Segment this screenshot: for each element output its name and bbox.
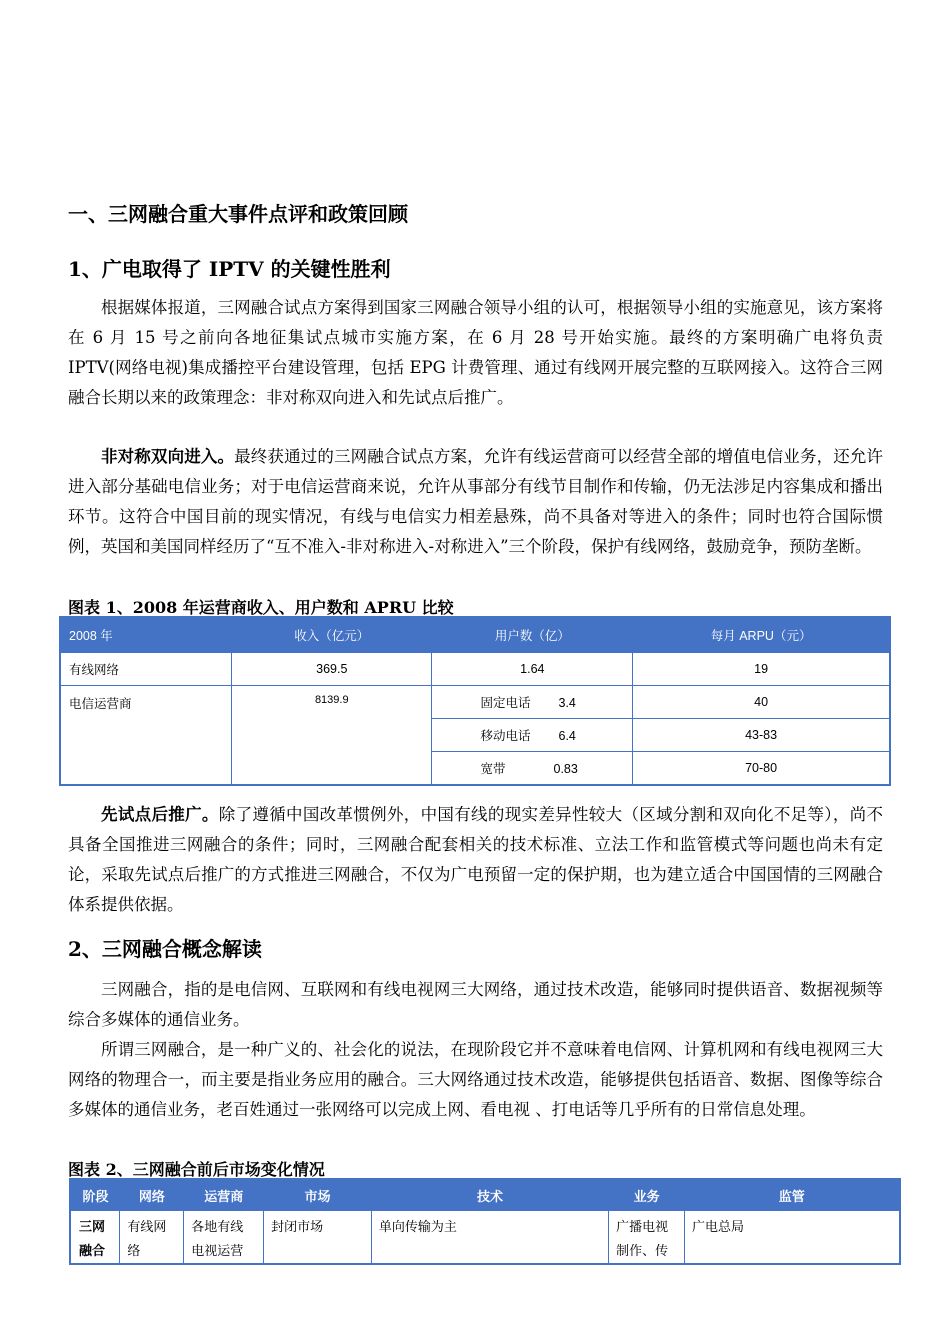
sub-value: 6.4 bbox=[558, 729, 576, 743]
cell-arpu: 19 bbox=[633, 653, 890, 686]
paragraph-2 bbox=[68, 442, 883, 562]
header-regulator: 监管 bbox=[685, 1179, 900, 1211]
paragraph-3 bbox=[68, 800, 883, 920]
cell-users-sub bbox=[432, 686, 633, 719]
table-market-change bbox=[69, 1178, 901, 1265]
cell-users-sub bbox=[432, 719, 633, 752]
header-year: 2008 年 bbox=[60, 617, 232, 653]
cell-revenue: 8139.9 bbox=[232, 686, 432, 786]
cell-business-text: 广播电视制作、传 bbox=[616, 1219, 669, 1258]
table-row bbox=[60, 653, 890, 686]
cell-arpu: 43-83 bbox=[633, 719, 890, 752]
figure-caption-2: 图表 2、三网融合前后市场变化情况 bbox=[68, 1160, 325, 1179]
sub-label: 移动电话 bbox=[480, 729, 531, 743]
cell-market-text: 封闭市场 bbox=[271, 1219, 324, 1234]
paragraph-2-body: 最终获通过的三网融合试点方案，允许有线运营商可以经营全部的增值电信业务，还允许进入部分基础电信业务；对于电信运营商来说，允许从事部分有线节目制作和传输，仍无法涉足内容集成和播出环节。这符合中国目前的现实情况，有线与电信实力相差悬殊，尚不具备对等进入的条件；同时也符合国际惯例，英国和美国同样经历了“互不准入-非对称进入-对称进入”三个阶段，保护有线网络，鼓励竞争，预防垄断。 bbox=[68, 447, 884, 556]
cell-arpu: 40 bbox=[633, 686, 890, 719]
cell-network bbox=[120, 1211, 184, 1265]
paragraph-5: 所谓三网融合，是一种广义的、社会化的说法，在现阶段它并不意味着电信网、计算机网和有线电视网三大网络的物理合一，而主要是指业务应用的融合。三大网络通过技术改造，能够提供包括语音、数据、图像等综合多媒体的通信业务，老百姓通过一张网络可以完成上网、看电视 、打电话等几乎所有的日常信息处理。 bbox=[68, 1040, 883, 1119]
cell-regulator bbox=[685, 1211, 900, 1265]
table-row bbox=[70, 1211, 900, 1265]
paragraph-1: 根据媒体报道，三网融合试点方案得到国家三网融合领导小组的认可，根据领导小组的实施意见，该方案将在 6 月 15 号之前向各地征集试点城市实施方案，在 6 月 28 号开始实施。最终的方案明确广电将负责 IPTV(网络电视)集成播控平台建设管理，包括 EPG 计费管理、通过有线网开展完整的互联网接入。这符合三网融合长期以来的政策理念：非对称双向进入和先试点后推广。 bbox=[68, 298, 883, 407]
table-header-row bbox=[60, 617, 890, 653]
cell-name: 有线网络 bbox=[60, 653, 232, 686]
subsection-title-1: 1、广电取得了 IPTV 的关键性胜利 bbox=[68, 257, 391, 281]
header-arpu: 每月 ARPU（元） bbox=[633, 617, 890, 653]
cell-operator-text: 各地有线电视运营 bbox=[191, 1219, 244, 1258]
table-revenue-users-arpu bbox=[59, 616, 891, 786]
cell-name: 电信运营商 bbox=[60, 686, 232, 786]
header-network: 网络 bbox=[120, 1179, 184, 1211]
section-title: 一、三网融合重大事件点评和政策回顾 bbox=[68, 202, 408, 226]
cell-tech bbox=[371, 1211, 608, 1265]
header-users: 用户数（亿） bbox=[432, 617, 633, 653]
figure-caption-1: 图表 1、2008 年运营商收入、用户数和 APRU 比较 bbox=[68, 598, 454, 617]
cell-users-sub bbox=[432, 752, 633, 786]
header-revenue: 收入（亿元） bbox=[232, 617, 432, 653]
cell-revenue: 369.5 bbox=[232, 653, 432, 686]
cell-network-text: 有线网络 bbox=[127, 1219, 167, 1258]
cell-stage bbox=[70, 1211, 120, 1265]
table-header-row bbox=[70, 1179, 900, 1211]
cell-stage-text: 三网融合 bbox=[79, 1219, 106, 1258]
table-row bbox=[60, 686, 890, 719]
paragraph-3-lead: 先试点后推广。 bbox=[101, 805, 219, 824]
cell-users: 1.64 bbox=[432, 653, 633, 686]
cell-regulator-text: 广电总局 bbox=[692, 1219, 745, 1234]
header-business: 业务 bbox=[609, 1179, 685, 1211]
header-operator: 运营商 bbox=[184, 1179, 264, 1211]
sub-value: 0.83 bbox=[553, 762, 578, 776]
header-tech: 技术 bbox=[371, 1179, 608, 1211]
cell-tech-text: 单向传输为主 bbox=[378, 1219, 457, 1234]
paragraph-4: 三网融合，指的是电信网、互联网和有线电视网三大网络，通过技术改造，能够同时提供语音、数据视频等综合多媒体的通信业务。 bbox=[68, 980, 883, 1029]
cell-market bbox=[264, 1211, 372, 1265]
header-stage: 阶段 bbox=[70, 1179, 120, 1211]
sub-label: 固定电话 bbox=[480, 696, 531, 710]
cell-arpu: 70-80 bbox=[633, 752, 890, 786]
sub-label: 宽带 bbox=[480, 762, 506, 776]
cell-business bbox=[609, 1211, 685, 1265]
header-market: 市场 bbox=[264, 1179, 372, 1211]
subsection-title-2: 2、三网融合概念解读 bbox=[68, 937, 262, 961]
cell-operator bbox=[184, 1211, 264, 1265]
sub-value: 3.4 bbox=[558, 696, 576, 710]
paragraph-3-body: 除了遵循中国改革惯例外，中国有线的现实差异性较大（区域分割和双向化不足等），尚不具备全国推进三网融合的条件；同时，三网融合配套相关的技术标准、立法工作和监管模式等问题也尚未有定论，采取先试点后推广的方式推进三网融合，不仅为广电预留一定的保护期，也为建立适合中国国情的三网融合体系提供依据。 bbox=[68, 805, 884, 914]
paragraph-2-lead: 非对称双向进入。 bbox=[101, 447, 235, 466]
